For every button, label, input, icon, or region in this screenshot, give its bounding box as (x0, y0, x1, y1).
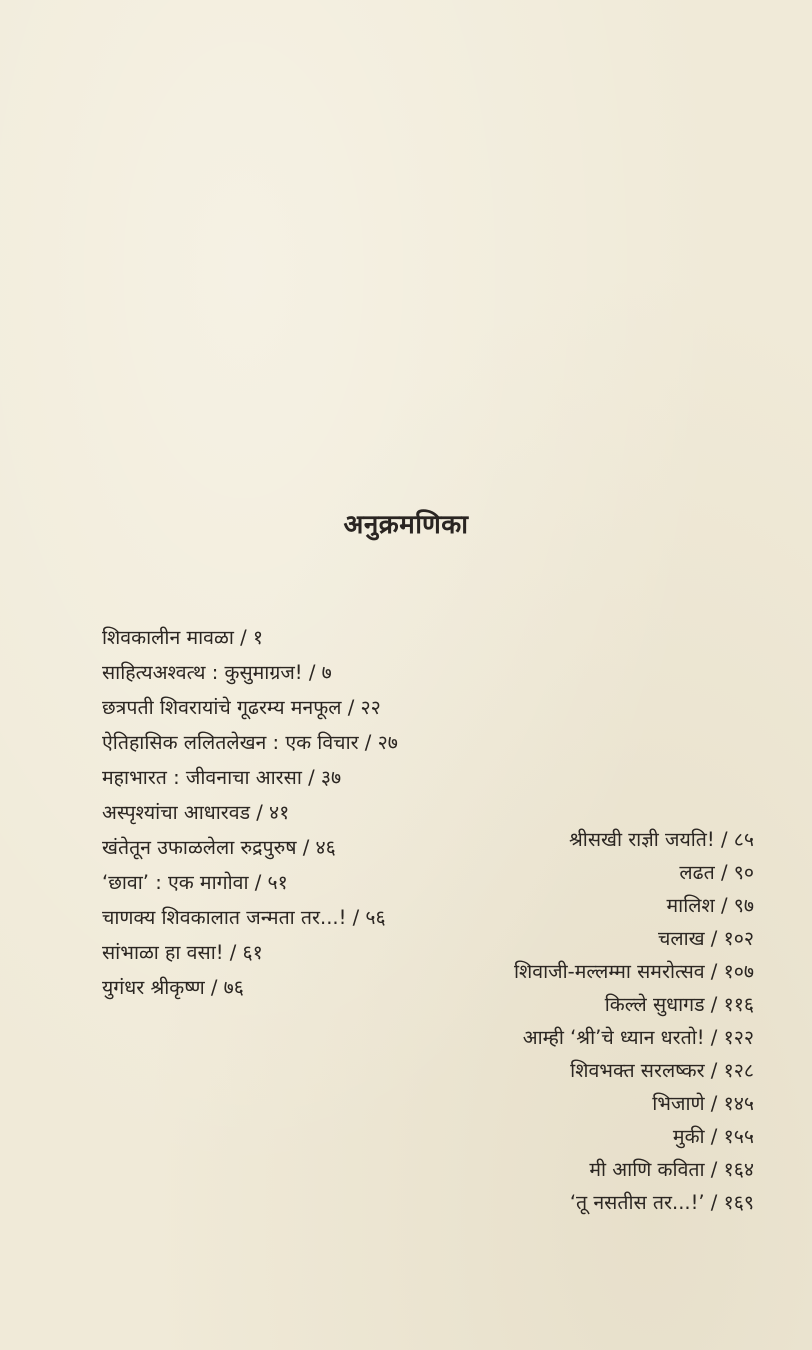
toc-entry-page: ४१ (269, 801, 290, 824)
toc-entry (102, 935, 398, 970)
toc-separator: / (204, 976, 224, 999)
toc-entry-page: १६९ (723, 1191, 754, 1214)
toc-entry (514, 889, 754, 922)
toc-entry-page: ११६ (723, 993, 754, 1016)
toc-entry (514, 1054, 754, 1087)
toc-separator: / (296, 836, 316, 859)
toc-entry-title: ‘तू नसतीस तर...!’ (569, 1191, 705, 1214)
toc-entry-title: शिवभक्त सरलष्कर (570, 1059, 705, 1082)
toc-separator: / (302, 661, 322, 684)
toc-entry-page: ६१ (242, 941, 263, 964)
toc-entry-page: ४६ (315, 836, 336, 859)
toc-entry-page: ७ (321, 661, 332, 684)
toc-entry-page: १२२ (723, 1026, 754, 1049)
toc-entry (102, 900, 398, 935)
toc-entry-page: ७६ (223, 976, 244, 999)
toc-entry (514, 856, 754, 889)
toc-separator: / (704, 1059, 724, 1082)
toc-entry-page: ५१ (267, 871, 288, 894)
toc-entry-title: मालिश (666, 894, 715, 917)
toc-entry (514, 1021, 754, 1054)
toc-entry (102, 760, 398, 795)
toc-entry-title: चाणक्य शिवकालात जन्मता तर...! (102, 906, 347, 929)
toc-entry-title: श्रीसखी राज्ञी जयति! (568, 828, 715, 851)
toc-entry-page: ८५ (733, 828, 754, 851)
toc-entry-page: ५६ (365, 906, 386, 929)
toc-entry (102, 725, 398, 760)
toc-entry (102, 655, 398, 690)
toc-entry-title: सांभाळा हा वसा! (102, 941, 224, 964)
contents-heading: अनुक्रमणिका (343, 510, 469, 541)
toc-entry-title: खंतेतून उफाळलेला रुद्रपुरुष (102, 836, 297, 859)
toc-separator: / (346, 906, 366, 929)
toc-entry-title: ‘छावा’ : एक मागोवा (102, 871, 249, 894)
toc-entry-title: मुकी (672, 1125, 705, 1148)
toc-entry-page: १६४ (723, 1158, 754, 1181)
toc-entry-title: शिवकालीन मावळा (102, 626, 234, 649)
toc-entry (102, 865, 398, 900)
toc-entry (102, 970, 398, 1005)
toc-entry-title: चलाख (658, 927, 705, 950)
toc-entry-title: लढत (679, 861, 715, 884)
toc-separator: / (223, 941, 243, 964)
toc-entry (514, 823, 754, 856)
toc-separator: / (301, 766, 321, 789)
toc-entry-page: ३७ (320, 766, 342, 789)
toc-separator: / (341, 696, 361, 719)
toc-entry-title: साहित्यअश्वत्थ : कुसुमाग्रज! (102, 661, 303, 684)
toc-entry (514, 1120, 754, 1153)
contents-list-right (514, 823, 754, 1219)
toc-entry (102, 690, 398, 725)
contents-list-left (102, 620, 398, 1005)
toc-separator: / (704, 927, 724, 950)
toc-separator: / (704, 1191, 724, 1214)
toc-separator: / (704, 1092, 724, 1115)
toc-separator: / (704, 1125, 724, 1148)
toc-separator: / (704, 960, 724, 983)
toc-entry (514, 922, 754, 955)
toc-entry-title: शिवाजी-मल्लम्मा समरोत्सव (513, 960, 705, 983)
toc-entry-page: २७ (377, 731, 398, 754)
toc-entry-page: १२८ (723, 1059, 754, 1082)
toc-separator: / (358, 731, 378, 754)
toc-entry-title: छत्रपती शिवरायांचे गूढरम्य मनफूल (102, 696, 342, 719)
toc-separator: / (704, 1026, 724, 1049)
toc-entry-page: ९७ (733, 894, 754, 917)
toc-entry-title: महाभारत : जीवनाचा आरसा (102, 766, 302, 789)
toc-separator: / (250, 801, 270, 824)
toc-entry (514, 955, 754, 988)
toc-entry-page: २२ (360, 696, 381, 719)
toc-separator: / (704, 993, 724, 1016)
toc-entry (102, 795, 398, 830)
toc-entry (514, 1186, 754, 1219)
toc-entry-title: अस्पृश्यांचा आधारवड (102, 801, 251, 824)
toc-entry-title: किल्ले सुधागड (604, 993, 705, 1016)
toc-separator: / (704, 1158, 724, 1181)
toc-entry-page: १ (252, 626, 264, 649)
toc-entry-page: १४५ (723, 1092, 754, 1115)
toc-entry-page: १०७ (723, 960, 754, 983)
toc-separator: / (714, 894, 734, 917)
toc-entry-title: आम्ही ‘श्री’चे ध्यान धरतो! (522, 1026, 705, 1049)
toc-entry-title: भिजाणे (652, 1092, 705, 1115)
toc-entry (102, 830, 398, 865)
toc-entry-title: मी आणि कविता (589, 1158, 705, 1181)
toc-entry (102, 620, 398, 655)
toc-separator: / (248, 871, 268, 894)
toc-entry-title: युगंधर श्रीकृष्ण (102, 976, 205, 999)
toc-entry-page: ९० (733, 861, 754, 884)
toc-entry (514, 988, 754, 1021)
toc-separator: / (714, 828, 734, 851)
toc-entry (514, 1087, 754, 1120)
toc-separator: / (233, 626, 253, 649)
toc-entry-page: १०२ (723, 927, 754, 950)
toc-entry-page: १५५ (723, 1125, 754, 1148)
toc-separator: / (714, 861, 734, 884)
toc-entry (514, 1153, 754, 1186)
toc-entry-title: ऐतिहासिक ललितलेखन : एक विचार (102, 731, 359, 754)
